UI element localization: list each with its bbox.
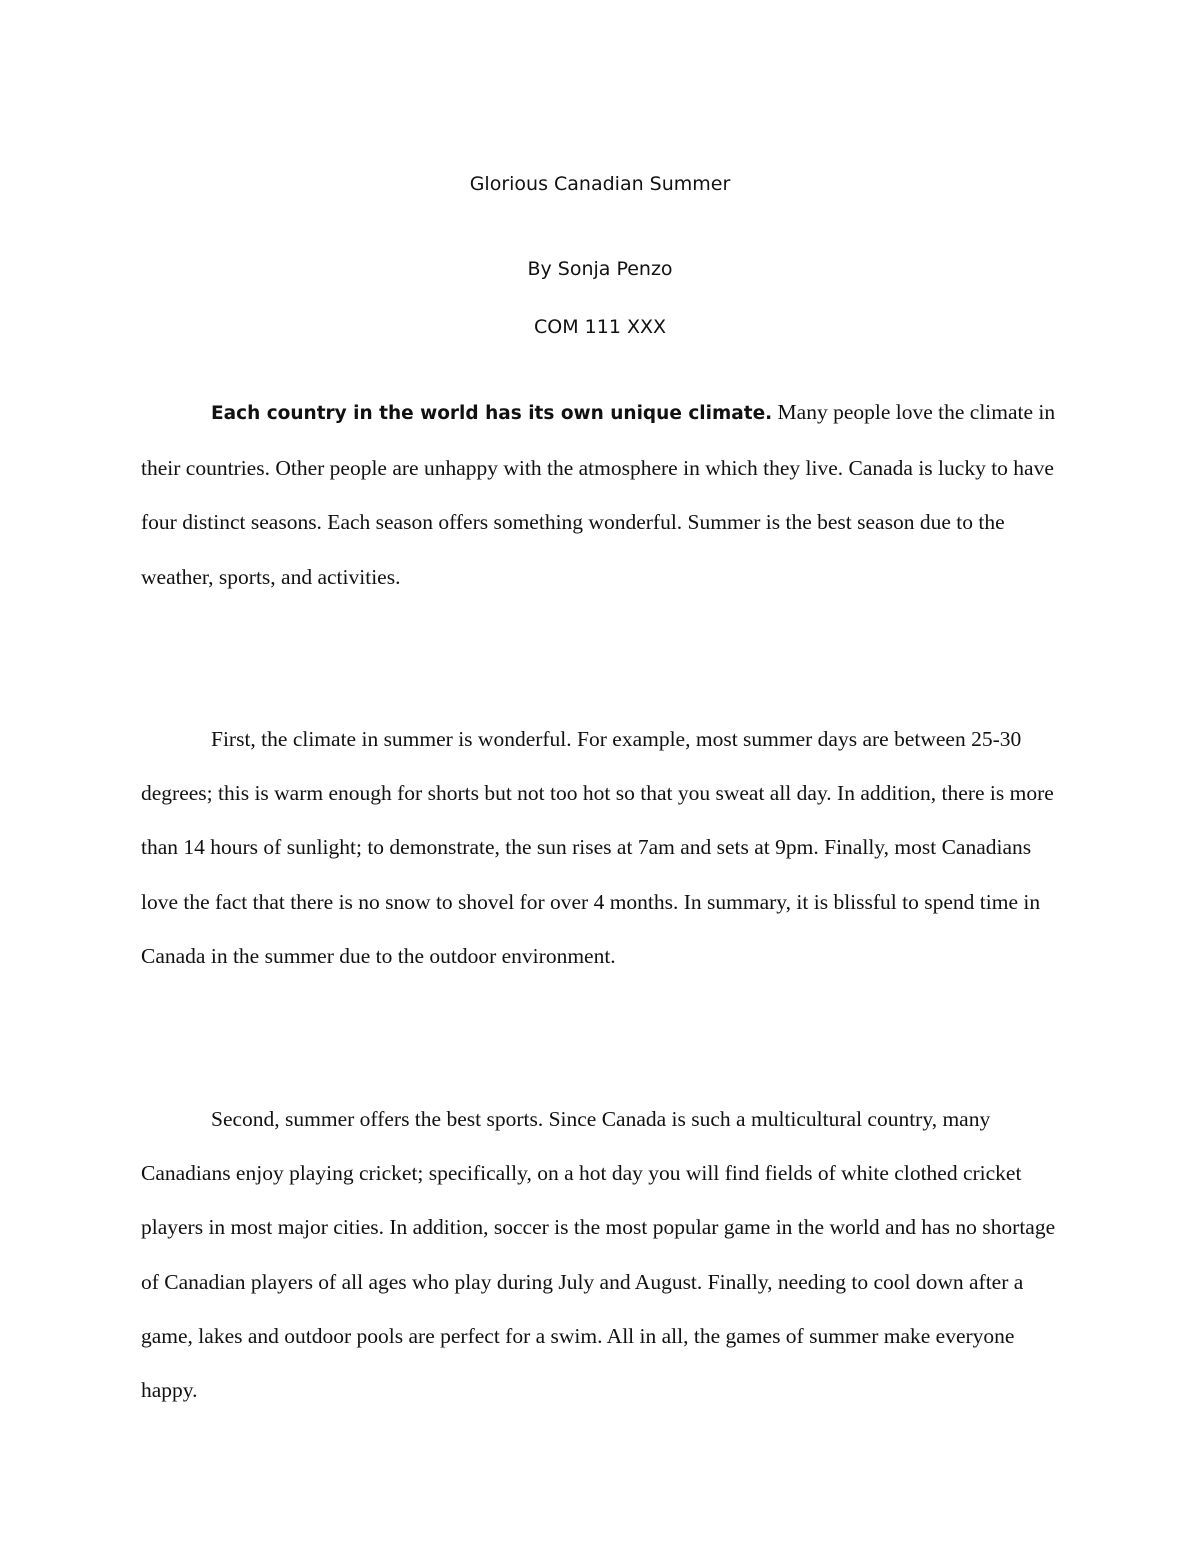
- paragraph-intro: [141, 385, 1059, 604]
- paragraph-text: Second, summer offers the best sports. Since Canada is such a multicultural country, many Canadians enjoy playing cricket; specifically, on a hot day you will find fields of white clothed cricket players in most major cities. In addition, soccer is the most popular game in the world and has no shortage of Canadian players of all ages who play during July and August. Finally, needing to cool down after a game, lakes and outdoor pools are perfect for a swim. All in all, the games of summer make everyone happy.: [141, 1107, 1056, 1403]
- essay-title: Glorious Canadian Summer: [469, 173, 731, 195]
- course-code: COM 111 XXX: [533, 316, 666, 338]
- paragraph-sports: [141, 1092, 1059, 1417]
- topic-sentence: Each country in the world has its own unique climate.: [211, 403, 773, 424]
- paragraph-climate: [141, 712, 1059, 983]
- author-line: By Sonja Penzo: [527, 258, 673, 280]
- paragraph-text: Many people love the climate in their countries. Other people are unhappy with the atmosphere in which they live. Canada is lucky to have four distinct seasons. Each season offers something wonderful. Summer is the best season due to the weather, sports, and activities.: [141, 400, 1056, 589]
- paragraph-text: First, the climate in summer is wonderful. For example, most summer days are between 25-30 degrees; this is warm enough for shorts but not too hot so that you sweat all day. In addition, there is more than 14 hours of sunlight; to demonstrate, the sun rises at 7am and sets at 9pm. Finally, most Canadians love the fact that there is no snow to shovel for over 4 months. In summary, it is blissful to spend time in Canada in the summer due to the outdoor environment.: [141, 727, 1054, 968]
